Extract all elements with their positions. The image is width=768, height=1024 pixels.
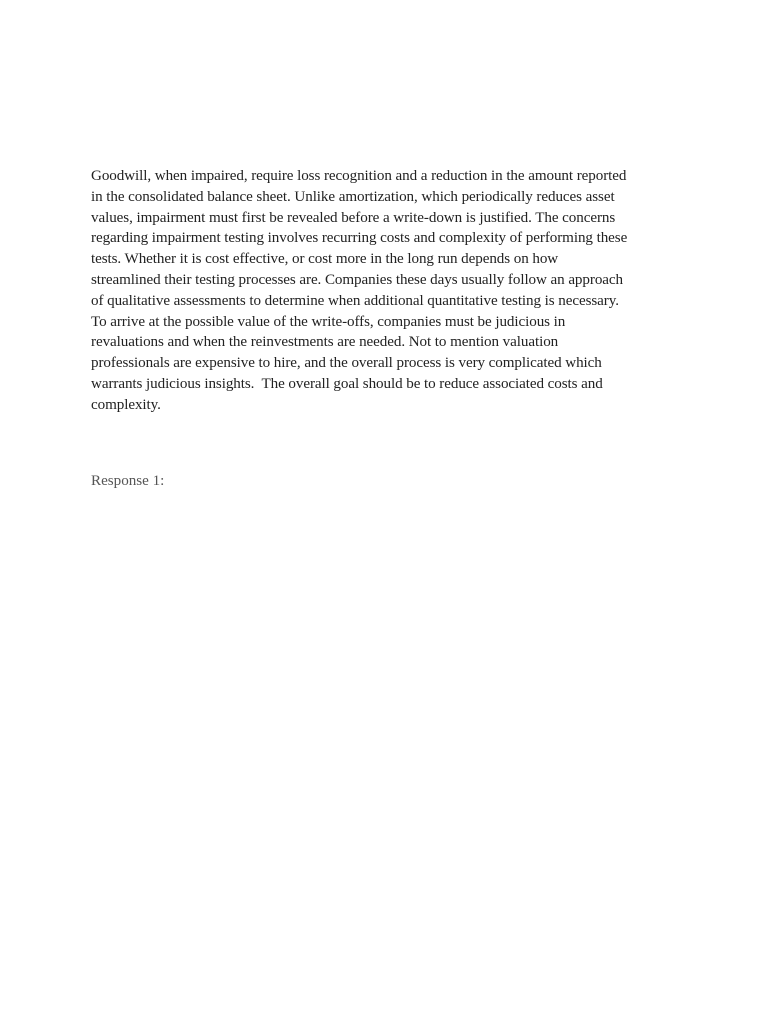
paragraph-line: values, impairment must first be revealed before a write-down is justified. The concerns — [91, 209, 616, 226]
paragraph-line: To arrive at the possible value of the write-offs, companies must be judicious in — [91, 313, 566, 330]
paragraph-line: warrants judicious insights. The overall goal should be to reduce associated costs and — [91, 375, 603, 392]
paragraph-line: regarding impairment testing involves recurring costs and complexity of performing these — [91, 230, 628, 247]
paragraph-line: revaluations and when the reinvestments are needed. Not to mention valuation — [91, 334, 559, 351]
paragraph-line: professionals are expensive to hire, and the overall process is very complicated which — [91, 355, 602, 372]
body-paragraph — [91, 166, 691, 416]
paragraph-line: streamlined their testing processes are. Companies these days usually follow an approach — [91, 271, 623, 288]
paragraph-line: Goodwill, when impaired, require loss recognition and a reduction in the amount reported — [91, 168, 627, 184]
paragraph-line: in the consolidated balance sheet. Unlike amortization, which periodically reduces asset — [91, 188, 615, 205]
paragraph-line: of qualitative assessments to determine when additional quantitative testing is necessary. — [91, 292, 619, 309]
paragraph-line: tests. Whether it is cost effective, or cost more in the long run depends on how — [91, 251, 559, 268]
paragraph-line: complexity. — [91, 396, 161, 413]
response-label: Response 1: — [91, 473, 165, 489]
